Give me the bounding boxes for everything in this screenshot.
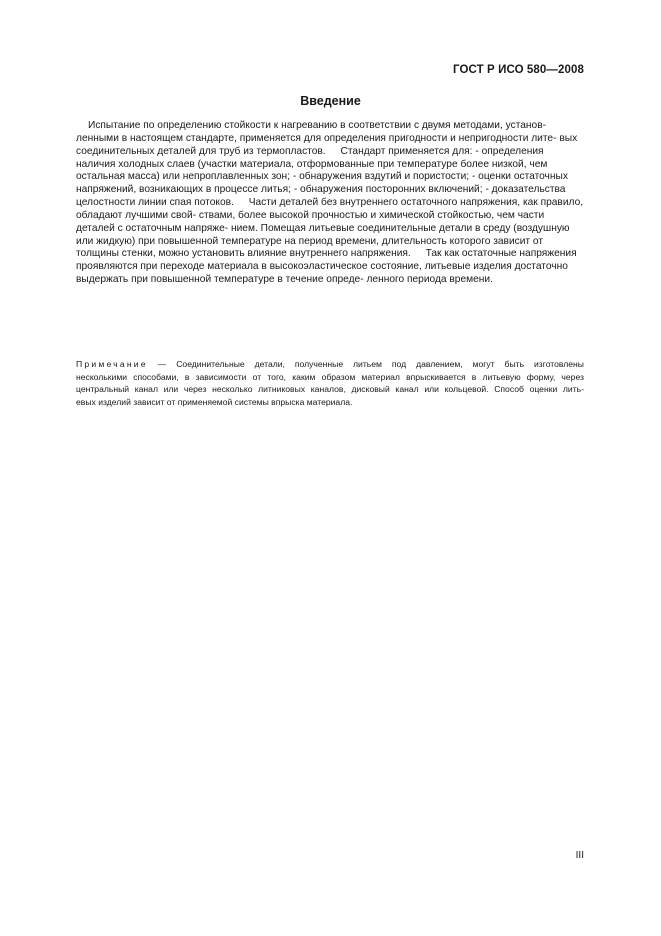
paragraph-4-line-1: Так как остаточные напряжения проявляются при переходе материала в высокоэластическое [76, 248, 577, 273]
note-block [76, 358, 584, 408]
paragraph-1-line-2: ленными в настоящем стандарте, применяется для определения пригодности и непригодности лите- [76, 132, 557, 144]
list-item-5: - доказательства целостности линии спая потоков. [76, 184, 566, 209]
note-dash: — [147, 359, 177, 369]
paragraph-4-line-3: ленного периода времени. [366, 274, 493, 286]
paragraph-3-line-4: температуре на период времени, длительность которого зависит от толщины стенки, можно установить [76, 235, 544, 260]
paragraph-4-line-2: состояние, литьевые изделия достаточно выдержать при повышенной температуре в течение опреде- [76, 261, 568, 286]
list-item-1-line-2: более низкой, чем остальная масса) или непроплавленных зон; [76, 158, 548, 183]
list-item-1-line-1: - определения наличия холодных слаев (участки материала, отформованные при температуре [76, 145, 544, 170]
list-item-4: - обнаружения посторонних включений; [293, 184, 483, 196]
paragraph-1-line-1: Испытание по определению стойкости к нагреванию в соответствии с двумя методами, установ- [88, 120, 547, 131]
paragraph-3-line-1: Части деталей без внутреннего остаточного напряжения, как правило, обладают лучшими свой- [76, 197, 584, 221]
introduction-body [76, 120, 584, 287]
paragraph-3-line-5: влияние внутреннего напряжения. [247, 248, 411, 260]
note-line-1 [76, 358, 584, 371]
section-title: Введение [300, 94, 361, 108]
list-intro: Стандарт применяется для: [340, 145, 473, 157]
list-item-2: - обнаружения вздутий и пористости; [292, 171, 470, 183]
note-text-1: Соединительные детали, полученные литьем под давлением, могут быть изготовлены [176, 359, 584, 369]
paragraph-1-line-3: вых соединительных деталей для труб из термопластов. [76, 132, 578, 157]
paragraph-3-line-3: нием. Помещая литьевые соединительные детали в среду (воздушную или жидкую) при повышенной [76, 222, 570, 247]
note-line-3: центральный канал или через несколько литниковых каналов, дисковый канал или кольцевой. Способ оценки лить- [76, 384, 584, 395]
paragraph-3-line-2: ствами, более высокой прочностью и химической стойкостью, чем части деталей с остаточным напряже- [76, 209, 545, 234]
page-number: III [575, 850, 584, 861]
list-item-3: - оценки остаточных напряжений, возникающих в процессе литья; [76, 171, 568, 196]
note-line-4: евых изделий зависит от применяемой системы впрыска материала. [76, 396, 353, 407]
note-line-2: несколькими способами, в зависимости от того, каким образом материал впрыскивается в литьевую форму, через [76, 371, 584, 382]
note-label: Примечание [76, 359, 148, 369]
document-id-header: ГОСТ Р ИСО 580—2008 [452, 64, 584, 76]
